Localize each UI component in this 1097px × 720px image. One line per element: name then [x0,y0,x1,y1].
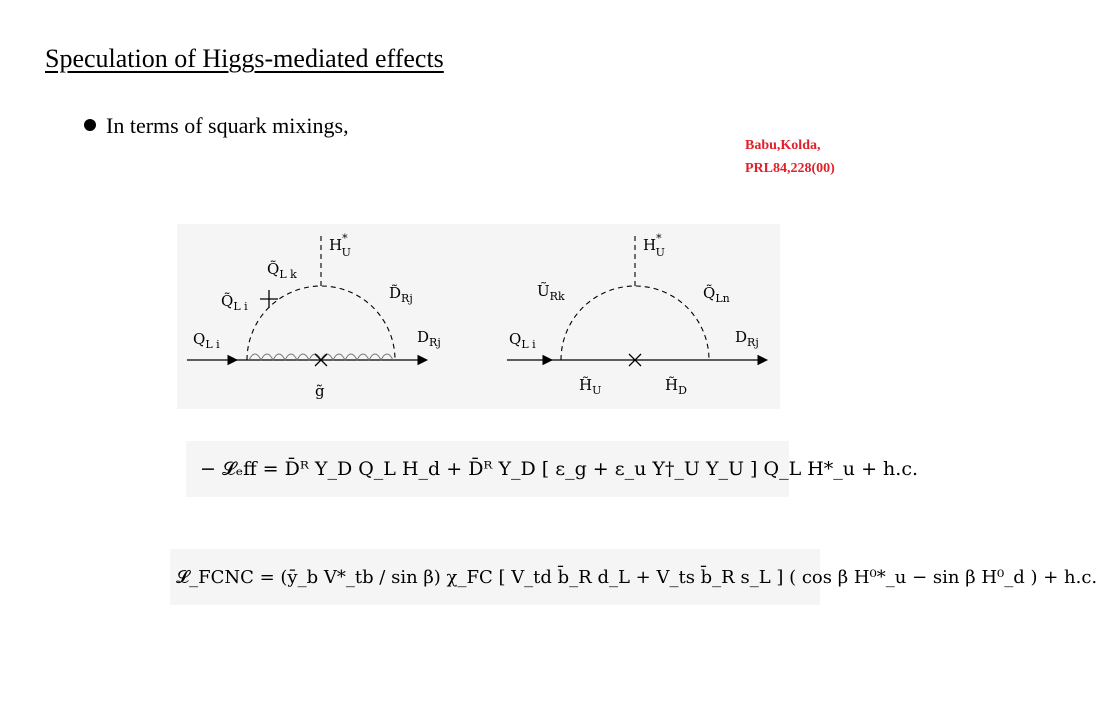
left-mass-insertion-icon [260,290,278,308]
left-right-squark-label: $D̃_{Rj}$ [389,284,413,305]
reference-citation [745,134,835,180]
fcnc-lagrangian: 𝓛_FCNC = (ȳ_b V*_tb / sin β) χ_FC [ V_td b̄_R d_L + V_ts b̄_R s_L ] ( cos β H⁰*_u − sin β H⁰_d ) + h.c. [176,566,1097,588]
feynman-diagrams [177,224,780,409]
reference-line-1: Babu,Kolda, [745,138,821,153]
right-in-quark-label: $Q_{L i}$ [509,330,536,351]
slide-title: Speculation of Higgs-mediated effects [45,44,444,73]
right-diagram [507,232,767,397]
bullet-text: In terms of squark mixings, [106,113,349,138]
right-right-squark-label: $Q̃_{Ln}$ [703,284,730,305]
left-upper-squark-label: $Q̃_{L k}$ [267,260,297,281]
effective-lagrangian: − 𝓛ₑff = D̄ᴿ Y_D Q_L H_d + D̄ᴿ Y_D [ ε_g + ε_u Y†_U Y_U ] Q_L H*_u + h.c. [200,458,919,480]
right-left-squark-label: $Ũ_{Rk}$ [537,282,565,303]
right-higgsino-right-label: $H̃_D$ [665,376,687,397]
bullet-dot-icon [84,119,96,131]
bullet-item [84,113,349,139]
effective-lagrangian-box [186,441,919,497]
left-in-quark-label: $Q_{L i}$ [193,330,220,351]
right-squark-arc [561,286,709,360]
left-out-quark-label: $D_{Rj}$ [417,328,441,349]
left-gluino-label: g̃ [315,382,325,400]
left-diagram [187,232,441,400]
fcnc-lagrangian-box [170,549,1097,605]
right-higgsino-left-label: $H̃_U$ [579,376,602,397]
left-top-label: H* U [329,232,351,259]
right-out-quark-label: $D_{Rj}$ [735,328,759,349]
reference-line-2: PRL84,228(00) [745,161,835,176]
left-left-squark-label: $Q̃_{L i}$ [221,292,248,313]
right-top-label: H* U [643,232,665,259]
